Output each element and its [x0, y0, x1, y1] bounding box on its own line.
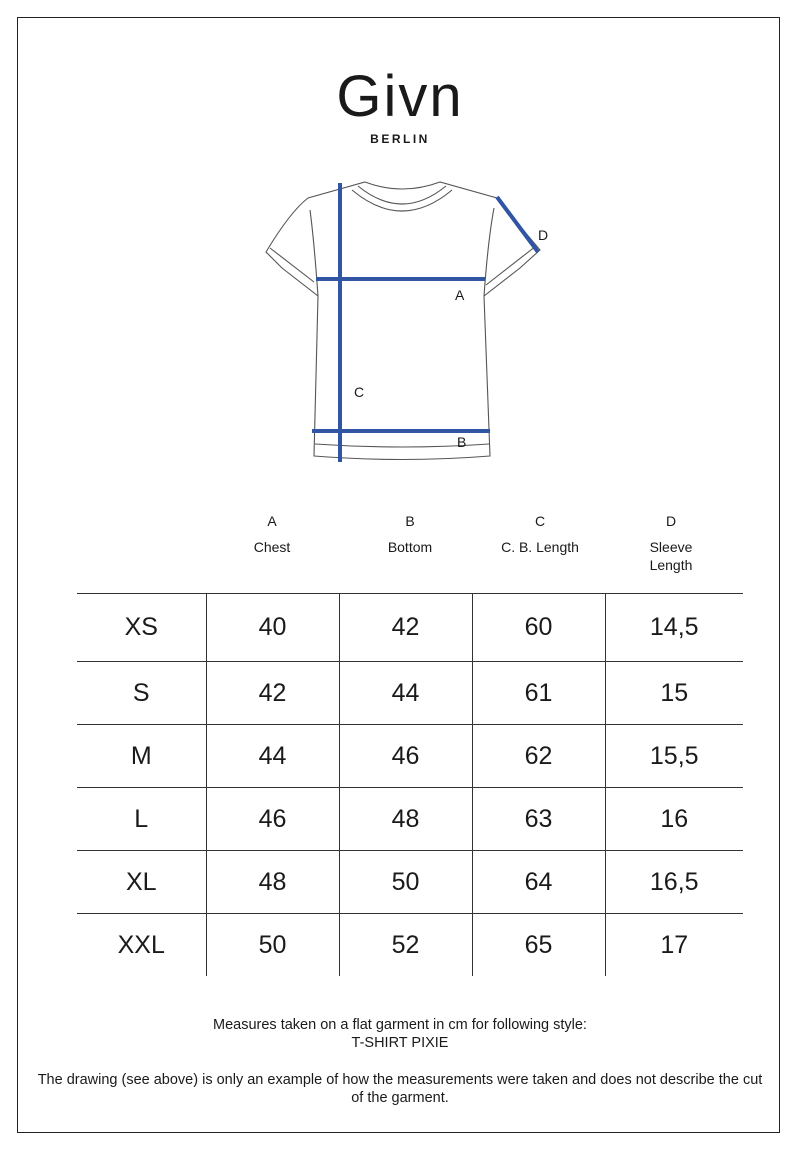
table-row: [77, 851, 743, 914]
chest-value: 42: [206, 662, 339, 725]
chest-value: 48: [206, 851, 339, 914]
brand-logo-city: BERLIN: [370, 132, 430, 146]
cb-length-value: 63: [472, 788, 605, 851]
cb-length-value: 64: [472, 851, 605, 914]
sleeve-length-value: 15: [605, 662, 743, 725]
cb-length-value: 62: [472, 725, 605, 788]
sleeve-length-value: 16: [605, 788, 743, 851]
drawing-label-b: B: [457, 434, 467, 450]
size-label: XXL: [117, 930, 165, 959]
size-label: M: [130, 741, 152, 770]
chest-value: 50: [206, 914, 339, 977]
chest-value: 44: [206, 725, 339, 788]
sleeve-length-value: 16,5: [605, 851, 743, 914]
measurement-lines: [312, 183, 538, 462]
table-row: [77, 788, 743, 851]
drawing-label-d: D: [538, 227, 549, 243]
column-header-sleeve-length: [611, 512, 731, 574]
measure-line-d: [497, 197, 538, 252]
brand-logo-name: Givn: [336, 64, 464, 129]
table-row: [77, 594, 743, 662]
bottom-value: 50: [339, 851, 472, 914]
size-label: XS: [124, 613, 158, 641]
tshirt-measurement-drawing: [0, 0, 800, 480]
chest-value: 46: [206, 788, 339, 851]
sleeve-length-value: 15,5: [605, 725, 743, 788]
table-row: [77, 914, 743, 977]
sleeve-length-value: 17: [605, 914, 743, 977]
bottom-value: 52: [339, 914, 472, 977]
bottom-value: 42: [339, 594, 472, 662]
bottom-value: 46: [339, 725, 472, 788]
drawing-label-a: A: [455, 287, 465, 303]
column-letter: D: [665, 513, 677, 529]
column-name: Chest: [253, 539, 291, 555]
bottom-value: 44: [339, 662, 472, 725]
table-row: [77, 725, 743, 788]
size-label: L: [134, 804, 149, 833]
drawing-label-c: C: [354, 384, 365, 400]
sleeve-length-value: 14,5: [605, 594, 743, 662]
column-name: Sleeve Length: [649, 539, 693, 573]
cb-length-value: 65: [472, 914, 605, 977]
column-header-cb-length: [480, 512, 600, 556]
bottom-value: 48: [339, 788, 472, 851]
cb-length-value: 61: [472, 662, 605, 725]
measure-note: Measures taken on a flat garment in cm for following style:: [213, 1017, 587, 1033]
table-row: [77, 662, 743, 725]
disclaimer: The drawing (see above) is only an example of how the measurements were taken and does not describe the cut of the garment.: [37, 1072, 763, 1106]
style-name: T-SHIRT PIXIE: [351, 1035, 449, 1051]
column-name: Bottom: [387, 539, 433, 555]
size-chart-table: [77, 593, 743, 976]
column-header-chest: [212, 512, 332, 556]
tshirt-outline: [266, 182, 540, 460]
column-letter: B: [405, 513, 415, 529]
size-label: S: [132, 678, 150, 707]
column-name: C. B. Length: [501, 539, 579, 555]
cb-length-value: 60: [472, 594, 605, 662]
column-header-bottom: [350, 512, 470, 556]
column-letter: A: [267, 513, 277, 529]
size-label: XL: [125, 867, 157, 896]
column-letter: C: [534, 513, 546, 529]
chest-value: 40: [206, 594, 339, 662]
